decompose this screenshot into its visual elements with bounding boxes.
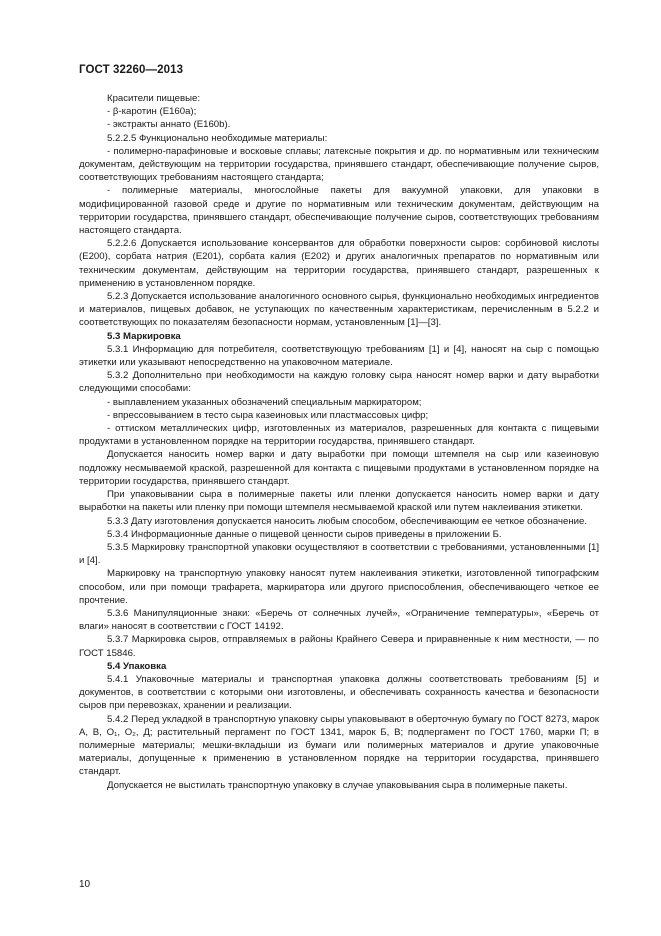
clause-5-3-3: 5.3.3 Дату изготовления допускается наносить любым способом, обеспечивающим ее четкое обозначение.	[107, 515, 587, 527]
list-item: - экстракты аннато (E160b).	[107, 119, 231, 131]
list-item: - β-каротин (E160a);	[107, 106, 197, 118]
clause-5-2-2-6: 5.2.2.6 Допускается использование консервантов для обработки поверхности сыров: сорбиновой кислоты (E200), сорбата натрия (E201), сорбата калия (E202) и других аналогичных препаратов по нормативным или техническим документам, действующим на территории государства, принявшего стандарт, разрешенных к применению в установленном порядке.	[79, 238, 599, 289]
clause-5-3-1: 5.3.1 Информацию для потребителя, соответствующую требованиям [1] и [4], наносят на сыр с помощью этикетки или указывают непосредственно на упаковочном материале.	[79, 343, 599, 369]
document-body	[79, 92, 599, 792]
paragraph: При упаковывании сыра в полимерные пакеты или пленки допускается наносить номер варки и дату выработки на пакеты или пленку при помощи штемпеля несмываемой краской или путем наклеивания этикетки.	[79, 489, 599, 514]
list-item: - выплавлением указанных обозначений специальным маркиратором;	[107, 396, 422, 408]
list-item: - впрессовыванием в тесто сыра казеиновых или пластмассовых цифр;	[107, 409, 429, 421]
clause-5-4-1: 5.4.1 Упаковочные материалы и транспортная упаковка должны соответствовать требованиям [5] и документов, в соответствии с которыми они изготовлены, и обеспечивать сохранность качества и безопасности сыров при перевозках, хранении и реализации.	[79, 673, 599, 712]
list-item: - оттиском металлических цифр, изготовленных из материалов, разрешенных для контакта с пищевыми продуктами в установленном порядке на территории государства, принявшего стандарт.	[79, 423, 599, 448]
clause-5-4-2: 5.4.2 Перед укладкой в транспортную упаковку сыры упаковывают в оберточную бумагу по ГОСТ 8273, марок А, В, O₁, O₂, Д; растительный пергамент по ГОСТ 1341, марок Б, В; подпергамент по ГОСТ 1760, марки П; в полимерные материалы; мешки-вкладыши из бумаги или полимерных материалов и другие упаковочные материалы, допущенные к применению в установленном порядке на территории государства, принявшего стандарт.	[79, 713, 599, 778]
section-heading-marking: 5.3 Маркировка	[107, 330, 181, 342]
paragraph: Допускается не выстилать транспортную упаковку в случае упаковывания сыра в полимерные пакеты.	[107, 779, 568, 791]
section-heading-packaging: 5.4 Упаковка	[107, 660, 167, 672]
list-item: - полимерные материалы, многослойные пакеты для вакуумной упаковки, для упаковки в модифицированной газовой среде и другие по нормативным или техническим документам, действующим на территории государства, принявшего стандарт, обеспечивающие получение сыров, соответствующих требованиям настоящего стандарта.	[79, 185, 599, 237]
clause-5-3-6: 5.3.6 Манипуляционные знаки: «Беречь от солнечных лучей», «Ограничение температуры», «Беречь от влаги» наносят в соответствии с ГОСТ 14192.	[79, 607, 599, 633]
paragraph: Красители пищевые:	[107, 93, 201, 104]
clause-5-3-2: 5.3.2 Дополнительно при необходимости на каждую головку сыра наносят номер варки и дату выработки следующими способами:	[79, 370, 599, 395]
clause-5-3-7: 5.3.7 Маркировка сыров, отправляемых в районы Крайнего Севера и приравненные к ним местности, — по ГОСТ 15846.	[79, 634, 599, 659]
clause-5-2-2-5: 5.2.2.5 Функционально необходимые материалы:	[107, 132, 328, 144]
list-item: - полимерно-парафиновые и восковые сплавы; латексные покрытия и др. по нормативным или техническим документам, действующим на территории государства, принявшего стандарт, обеспечивающие получение сыров, соответствующих требованиям настоящего стандарта;	[79, 145, 599, 184]
paragraph: Допускается наносить номер варки и дату выработки при помощи штемпеля на сыр или казеиновую подложку несмываемой краской, разрешенной для контакта с пищевыми продуктами в установленном порядке на территории государства, принявшего стандарт.	[79, 449, 599, 487]
page-number: 10	[79, 879, 91, 890]
document-header: ГОСТ 32260—2013	[79, 64, 184, 76]
clause-5-3-4: 5.3.4 Информационные данные о пищевой ценности сыров приведены в приложении Б.	[107, 528, 502, 540]
clause-5-3-5: 5.3.5 Маркировку транспортной упаковки осуществляют в соответствии с требованиями, установленными [1] и [4].	[79, 541, 599, 567]
paragraph: Маркировку на транспортную упаковку наносят путем наклеивания этикетки, изготовленной типографским способом, или при помощи трафарета, маркиратора или другого приспособления, обеспечивающего четкое ее прочтение.	[79, 568, 599, 606]
clause-5-2-3: 5.2.3 Допускается использование аналогичного основного сырья, функционально необходимых ингредиентов и материалов, пищевых добавок, не уступающих по качественным характеристикам, перечисленным в 5.2.2 и соответствующих по показателям безопасности нормам, установленным [1]—[3].	[79, 291, 599, 329]
